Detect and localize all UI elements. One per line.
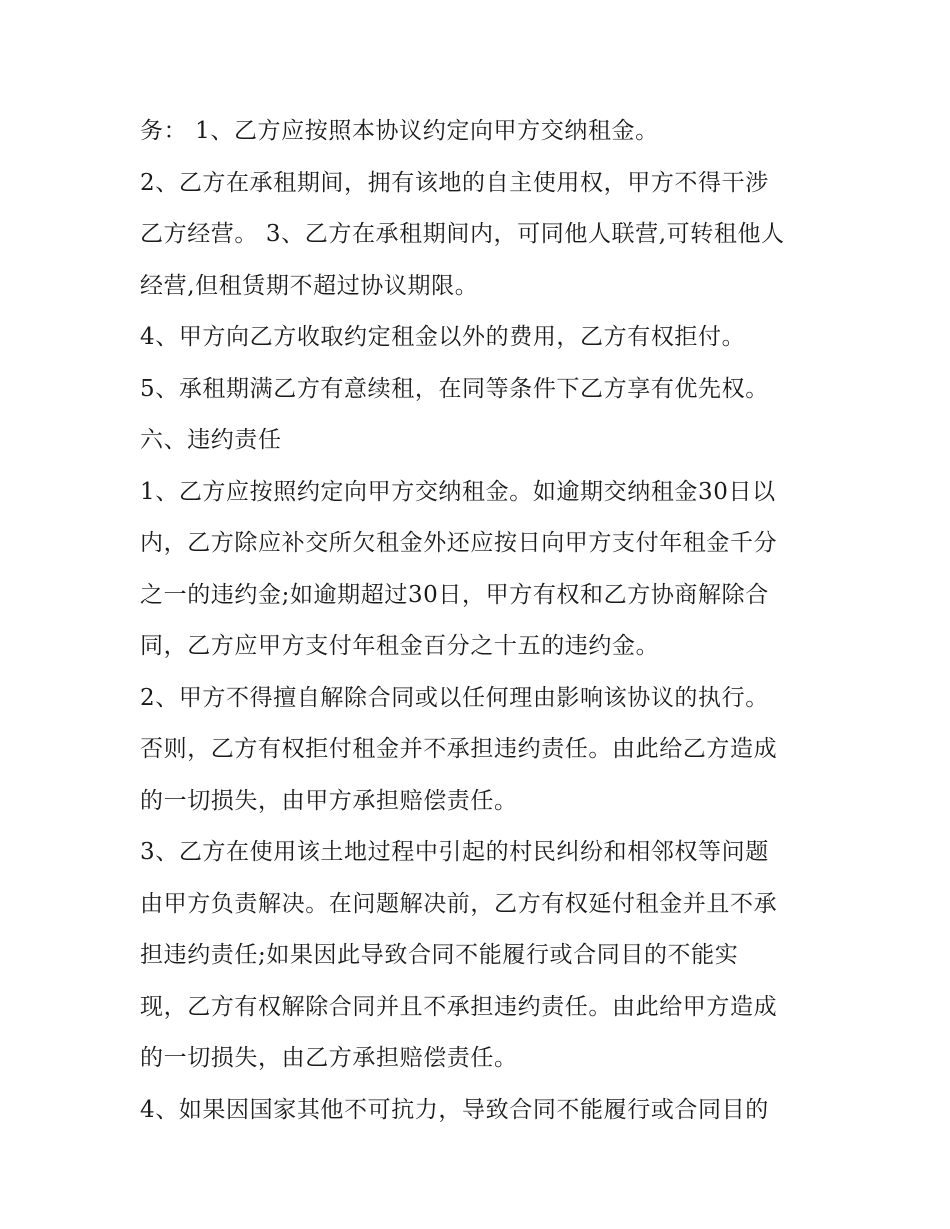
text-line: 4、如果因国家其他不可抗力，导致合同不能履行或合同目的: [140, 1096, 769, 1123]
text-line: 内，乙方除应补交所欠租金外还应按日向甲方支付年租金千分: [140, 530, 778, 556]
text-line: 之一的违约金;如逾期超过30日，甲方有权和乙方协商解除合: [140, 581, 769, 608]
text-line: 4、甲方向乙方收取约定租金以外的费用，乙方有权拒付。: [140, 324, 746, 350]
text-line: 经营,但租赁期不超过协议期限。: [140, 272, 479, 299]
text-line: 乙方经营。 3、乙方在承租期间内，可同他人联营,可转租他人: [140, 221, 785, 247]
text-line: 担违约责任;如果因此导致合同不能履行或合同目的不能实: [140, 942, 739, 968]
text-line: 务： 1、乙方应按照本协议约定向甲方交纳租金。: [140, 118, 659, 144]
text-line: 的一切损失，由甲方承担赔偿责任。: [140, 787, 518, 814]
text-line: 同，乙方应甲方支付年租金百分之十五的违约金。: [140, 633, 660, 659]
text-line: 现，乙方有权解除合同并且不承担违约责任。由此给甲方造成: [140, 993, 778, 1020]
text-line: 的一切损失，由乙方承担赔偿责任。: [140, 1045, 518, 1071]
text-line: 1、乙方应按照约定向甲方交纳租金。如逾期交纳租金30日以: [140, 478, 776, 505]
text-line: 2、甲方不得擅自解除合同或以任何理由影响该协议的执行。: [140, 684, 769, 711]
text-line: 3、乙方在使用该土地过程中引起的村民纠纷和相邻权等问题: [140, 839, 769, 865]
text-line: 5、承租期满乙方有意续租，在同等条件下乙方享有优先权。: [140, 375, 769, 402]
text-line: 由甲方负责解决。在问题解决前，乙方有权延付租金并且不承: [140, 890, 778, 917]
text-line: 否则，乙方有权拒付租金并不承担违约责任。由此给乙方造成: [140, 736, 778, 762]
document-body: [140, 106, 820, 1136]
section-heading: 六、违约责任: [140, 427, 282, 453]
text-line: 2、乙方在承租期间，拥有该地的自主使用权，甲方不得干涉: [140, 169, 769, 196]
